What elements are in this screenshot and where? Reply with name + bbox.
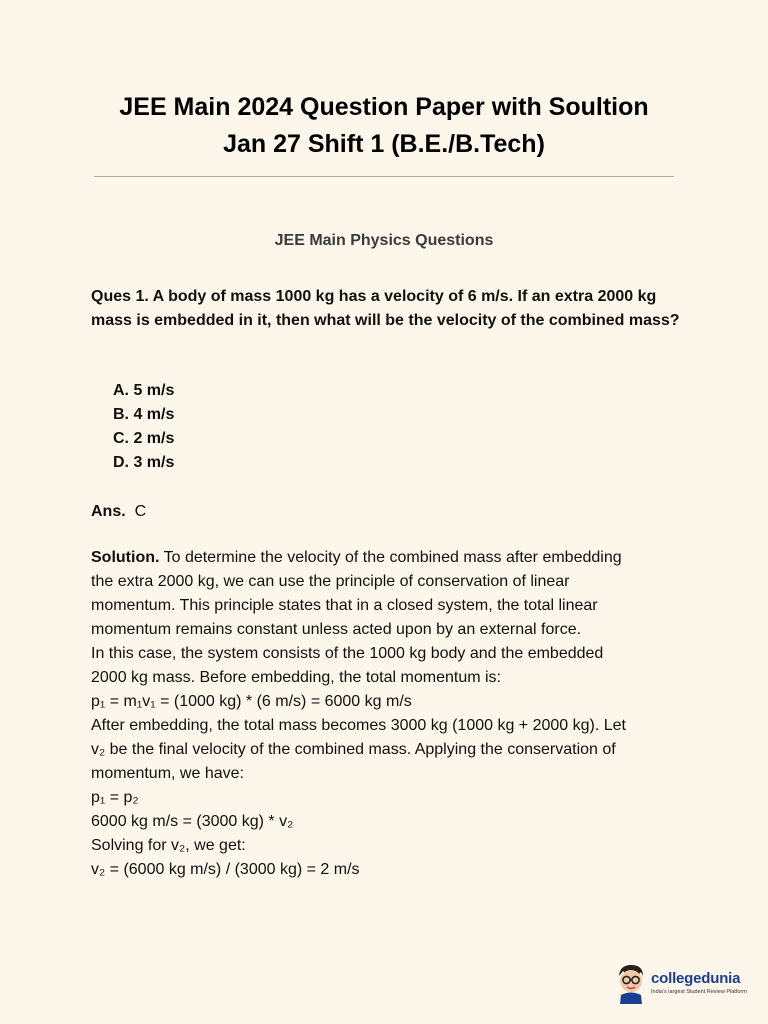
brand-tagline: India's largest Student Review Platform	[651, 989, 747, 995]
solution-line: p₁ = p₂	[91, 789, 139, 806]
solution-line: 2000 kg mass. Before embedding, the total momentum is:	[91, 669, 501, 686]
option-c: C. 2 m/s	[113, 430, 175, 447]
solution-line: v₂ = (6000 kg m/s) / (3000 kg) = 2 m/s	[91, 861, 360, 878]
solution-line: Solving for v₂, we get:	[91, 837, 246, 854]
option-a: A. 5 m/s	[113, 382, 175, 399]
solution-line: In this case, the system consists of the 1000 kg body and the embedded	[91, 645, 604, 662]
title-line-1: JEE Main 2024 Question Paper with Soultion	[119, 93, 649, 121]
question-text: Ques 1. A body of mass 1000 kg has a velocity of 6 m/s. If an extra 2000 kg mass is embedded in it, then what will be the velocity of the combined mass?	[91, 288, 680, 329]
solution-block	[91, 546, 691, 882]
mascot-icon	[614, 962, 648, 1004]
answer-label: Ans.	[91, 503, 126, 520]
solution-line: 6000 kg m/s = (3000 kg) * v₂	[91, 813, 294, 830]
solution-line: momentum, we have:	[91, 765, 244, 782]
option-list	[113, 379, 174, 475]
solution-line: the extra 2000 kg, we can use the principle of conservation of linear	[91, 573, 570, 590]
title-divider	[94, 176, 674, 177]
solution-line	[91, 546, 691, 570]
solution-line: momentum remains constant unless acted upon by an external force.	[91, 621, 582, 638]
option-d: D. 3 m/s	[113, 454, 175, 471]
option-b: B. 4 m/s	[113, 406, 175, 423]
solution-first-line: To determine the velocity of the combined mass after embedding	[159, 549, 622, 566]
solution-line: momentum. This principle states that in a closed system, the total linear	[91, 597, 598, 614]
title-line-2: Jan 27 Shift 1 (B.E./B.Tech)	[223, 130, 545, 158]
section-heading: JEE Main Physics Questions	[274, 232, 494, 249]
solution-line: p₁ = m₁v₁ = (1000 kg) * (6 m/s) = 6000 kg m/s	[91, 693, 412, 710]
solution-line: v₂ be the final velocity of the combined mass. Applying the conservation of	[91, 741, 616, 758]
collegedunia-logo	[614, 962, 754, 1004]
answer-value: C	[134, 503, 147, 520]
document-title	[0, 89, 768, 163]
brand-name: collegedunia	[651, 970, 741, 987]
solution-label: Solution.	[91, 549, 160, 566]
answer-line	[91, 500, 146, 524]
solution-line: After embedding, the total mass becomes 3000 kg (1000 kg + 2000 kg). Let	[91, 717, 626, 734]
